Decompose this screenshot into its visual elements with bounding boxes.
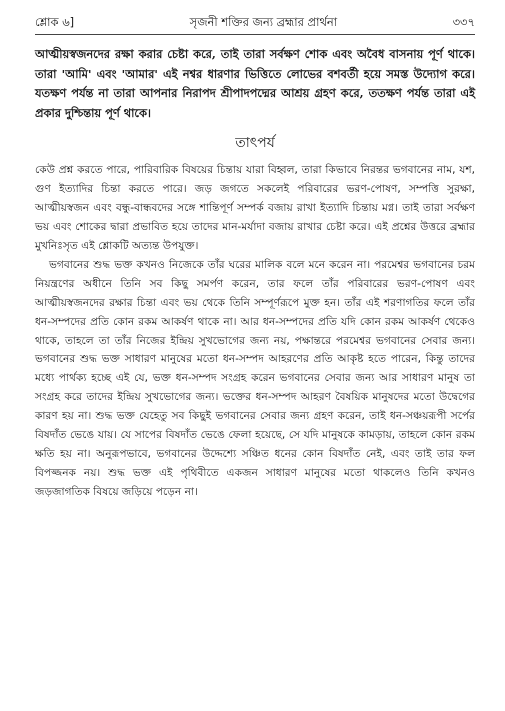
- book-page: [35, 14, 475, 502]
- purport-heading: তাৎপর্য: [235, 135, 275, 152]
- verse-translation: আত্মীয়স্বজনদের রক্ষা করার চেষ্টা করে, তাই তারা সর্বক্ষণ শোক এবং অবৈধ বাসনায় পূর্ণ থাকে। তারা 'আমি' এবং 'আমার' এই নশ্বর ধারণার ভিত্তিতে লোভের বশবর্তী হয়ে সমস্ত উদ্যোগ করে। যতক্ষণ পর্যন্ত না তারা আপনার নিরাপদ শ্রীপাদপদ্মের আশ্রয় গ্রহণ করে, ততক্ষণ পর্যন্ত তারা এই প্রকার দুশ্চিন্তায় পূর্ণ থাকে।: [35, 47, 475, 120]
- purport-paragraph: ভগবানের শুদ্ধ ভক্ত কখনও নিজেকে তাঁর ঘরের মালিক বলে মনে করেন না। পরমেশ্বর ভগবানের চরম নিয়ন্ত্রণের অধীনে তিনি সব কিছু সমর্পণ করেন, তার ফলে তাঁর পরিবারের ভরণ-পোষণ এবং আত্মীয়স্বজনদের রক্ষার চিন্তা এবং ভয় থেকে তিনি সম্পূর্ণরূপে মুক্ত হন। তাঁর এই শরণাগতির ফলে তাঁর ধন-সম্পদের প্রতি কোন রকম আকর্ষণ থাকে না। আর ধন-সম্পদের প্রতি যদি কোন রকম আকর্ষণ থেকেও থাকে, তাহলে তা তাঁর নিজের ইন্দ্রিয় সুখভোগের জন্য নয়, পক্ষান্তরে পরমেশ্বর ভগবানের সেবার জন্য। ভগবানের শুদ্ধ ভক্ত সাধারণ মানুষের মতো ধন-সম্পদ আহরণের প্রতি আকৃষ্ট হতে পারেন, কিন্তু তাদের মধ্যে পার্থক্য হচ্ছে এই যে, ভক্ত ধন-সম্পদ সংগ্রহ করেন ভগবানের সেবার জন্য আর সাধারণ মানুষ তা সংগ্রহ করে তাদের ইন্দ্রিয় সুখভোগের জন্য। ভক্তের ধন-সম্পদ আহরণ বৈষয়িক মানুষদের মতো উদ্বেগের কারণ হয় না। শুদ্ধ ভক্ত যেহেতু সব কিছুই ভগবানের সেবার জন্য গ্রহণ করেন, তাই ধন-সঞ্চয়রূপী সর্পের বিষদাঁত ভেঙে যায়। যে সাপের বিষদাঁত ভেঙে ফেলা হয়েছে, সে যদি মানুষকে কামড়ায়, তাহলে কোন রকম ক্ষতি হয় না। অনুরূপভাবে, ভগবানের উদ্দেশ্যে সঞ্চিত ধনের কোন বিষদাঁত নেই, এবং তাই তার ফল বিপজ্জনক নয়। শুদ্ধ ভক্ত এই পৃথিবীতে একজন সাধারণ মানুষের মতো থাকলেও তিনি কখনও জড়জাগতিক বিষয়ে জড়িয়ে পড়েন না।: [35, 258, 475, 498]
- chapter-title: সৃজনী শক্তির জন্য ব্রহ্মার প্রার্থনা: [189, 15, 338, 29]
- purport-paragraph: কেউ প্রশ্ন করতে পারে, পারিবারিক বিষয়ের চিন্তায় যারা বিহ্বল, তারা কিভাবে নিরন্তর ভগবানের নাম, যশ, গুণ ইত্যাদির চিন্তা করতে পারে। জড় জগতে সকলেই পরিবারের ভরণ-পোষণ, সম্পত্তি সুরক্ষা, আত্মীয়স্বজন এবং বন্ধু-বান্ধবদের সঙ্গে শান্তিপূর্ণ সম্পর্ক বজায় রাখা ইত্যাদি চিন্তায় মগ্ন। তাই তারা সর্বক্ষণ ভয় এবং শোকের দ্বারা প্রভাবিত হয়ে তাদের মান-মর্যাদা বজায় রাখার চেষ্টা করে। এই প্রশ্নের উত্তরে ব্রহ্মার মুখনিঃসৃত এই শ্লোকটি অত্যন্ত উপযুক্ত।: [35, 164, 475, 252]
- verse-reference: শ্লোক ৬]: [35, 15, 75, 29]
- running-header: [35, 14, 475, 35]
- purport-body: [35, 161, 475, 501]
- page-number: ৩৩৭: [452, 15, 475, 29]
